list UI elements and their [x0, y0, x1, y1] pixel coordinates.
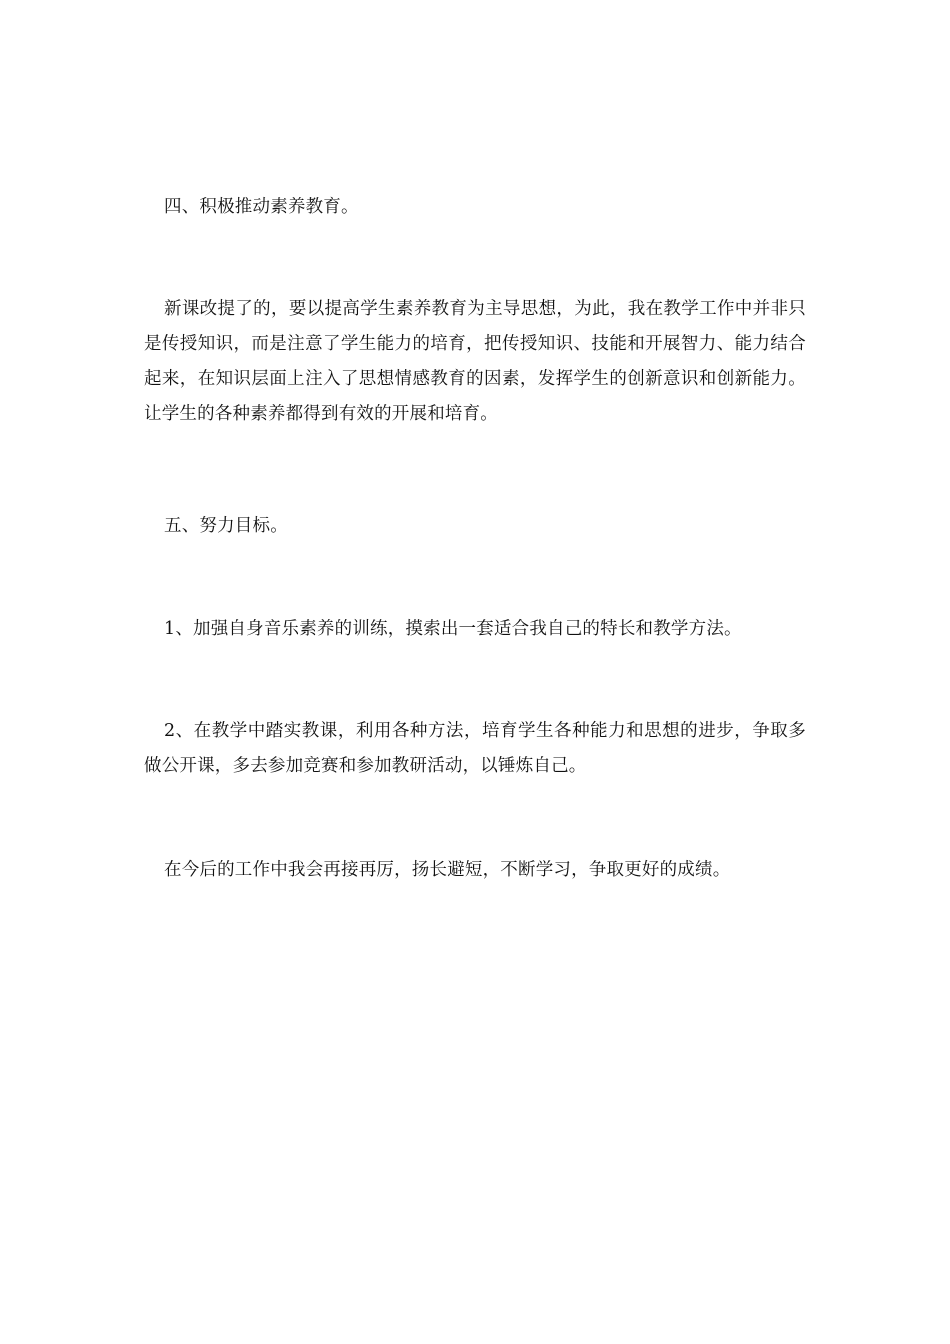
- goal-item-1: 1、加强自身音乐素养的训练，摸索出一套适合我自己的特长和教学方法。: [164, 619, 742, 639]
- goal-item-2: 2、在教学中踏实教课，利用各种方法，培育学生各种能力和思想的进步，争取多做公开课，多去参加竞赛和参加教研活动，以锤炼自己。: [144, 721, 806, 776]
- section-5-heading: 五、努力目标。: [164, 516, 288, 536]
- section-4-paragraph: 新课改提了的，要以提高学生素养教育为主导思想，为此，我在教学工作中并非只是传授知识，而是注意了学生能力的培育，把传授知识、技能和开展智力、能力结合起来，在知识层面上注入了思想情感教育的因素，发挥学生的创新意识和创新能力。让学生的各种素养都得到有效的开展和培育。: [144, 299, 806, 424]
- section-4-heading: 四、积极推动素养教育。: [164, 197, 359, 217]
- closing-paragraph: 在今后的工作中我会再接再厉，扬长避短，不断学习，争取更好的成绩。: [164, 860, 731, 880]
